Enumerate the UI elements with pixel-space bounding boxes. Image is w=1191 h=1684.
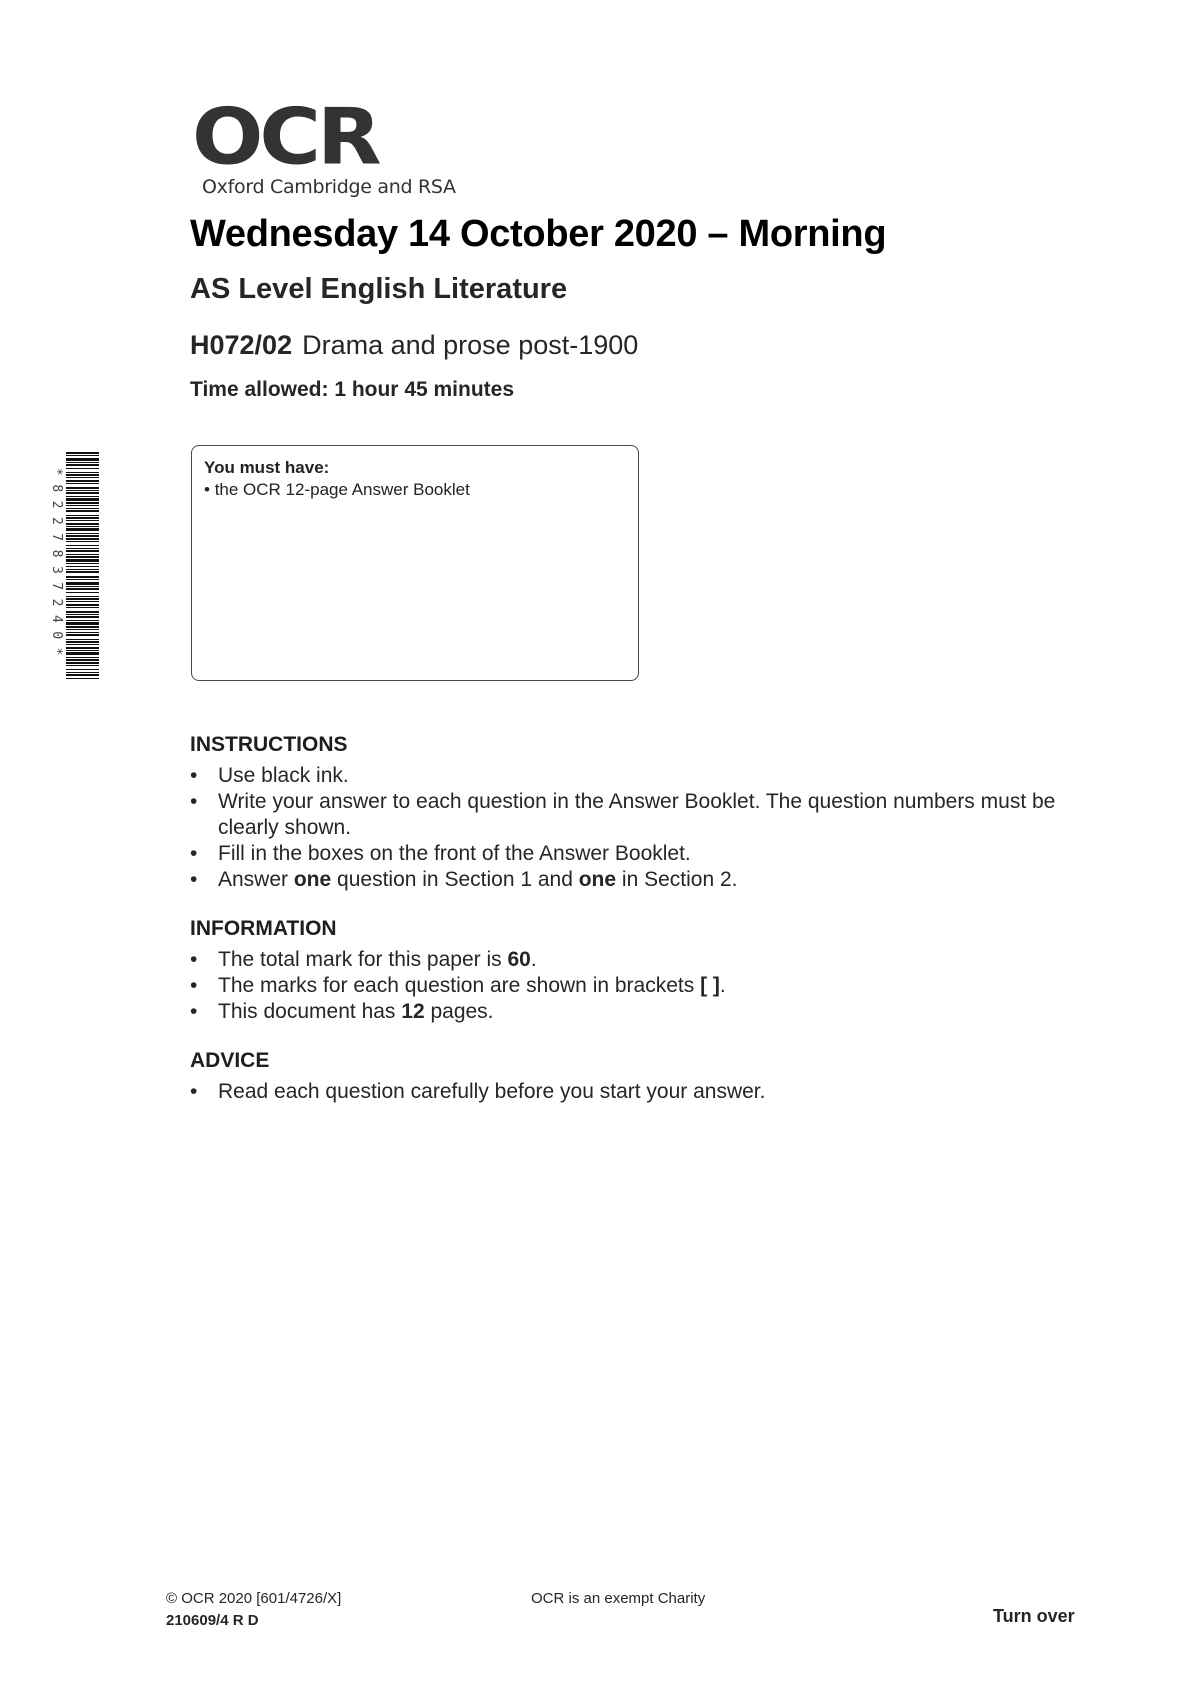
barcode-bar [66,517,99,519]
bullet: • [190,1000,198,1023]
barcode-bar [66,665,99,666]
barcode-bar [66,533,99,534]
barcode-bar [66,526,99,527]
barcode-bar [66,554,99,555]
list-item [190,763,1090,789]
list-item-text: Answer [218,868,294,891]
paper-title: Drama and prose post-1900 [302,330,639,360]
barcode-bar [66,548,99,549]
instructions-section [190,733,1090,893]
barcode-bar [66,474,99,476]
barcode-bar [66,535,99,537]
instructions-heading: INSTRUCTIONS [190,733,348,756]
barcode-bar [66,468,99,469]
barcode-bar [66,641,99,643]
barcode-bar [66,477,99,478]
footer-copyright: © OCR 2020 [601/4726/X] [166,1590,342,1607]
requirements-title: You must have: [204,458,330,477]
barcode-bar [66,545,99,546]
list-item [190,841,1090,867]
barcode [44,452,99,680]
bullet: • [190,868,198,891]
requirements-item [204,480,470,500]
list-item-text: Fill in the boxes on the front of the Answer Booklet. [218,842,691,865]
barcode-bar [66,659,99,661]
barcode-bar [66,452,99,454]
qualification-title: AS Level English Literature [190,273,568,305]
barcode-bar [66,626,99,628]
barcode-bar [66,483,99,484]
instructions-list [190,763,1090,893]
barcode-bar [66,498,99,501]
emphasis-text: [ ] [700,974,720,997]
requirements-item-text: the OCR 12-page Answer Booklet [214,480,470,499]
emphasis-text: one [578,868,617,891]
barcode-bar [66,592,99,593]
bullet: • [190,842,198,865]
bullet: • [190,1080,198,1103]
barcode-bar [66,550,99,552]
information-heading: INFORMATION [190,917,337,940]
bullet: • [190,764,198,787]
barcode-bar [66,569,99,570]
barcode-bar [66,502,99,504]
barcode-bar [66,472,99,473]
bullet: • [204,480,210,499]
list-item-text: . [530,948,537,971]
barcode-bar [66,496,99,497]
list-item-text: The marks for each question are shown in brackets [218,974,701,997]
bullet: • [190,974,198,997]
list-item [190,867,1090,893]
paper-code: H072/02 [190,330,293,360]
list-item-text: This document has [218,1000,402,1023]
barcode-bar [66,601,99,602]
advice-list [190,1079,1090,1105]
barcode-bar [66,455,99,456]
barcode-bar [66,652,99,655]
turn-over-label: Turn over [993,1606,1075,1626]
barcode-bar [66,528,99,531]
list-item [190,789,1090,841]
barcode-bar [66,647,99,649]
information-section [190,917,1090,1025]
barcode-number: *8227837240* [49,468,64,664]
barcode-bar [66,579,99,580]
barcode-bar [66,571,99,573]
barcode-bar [66,614,99,615]
bullet: • [190,790,198,813]
barcode-bar [66,604,99,606]
barcode-bar [66,629,99,630]
time-allowed: Time allowed: 1 hour 45 minutes [190,378,515,401]
barcode-bar [66,505,99,506]
list-item [190,947,1090,973]
barcode-bar [66,620,99,621]
emphasis-text: one [293,868,332,891]
barcode-bar [66,510,99,512]
requirements-box [191,445,639,681]
barcode-bar [66,657,99,658]
barcode-bar [66,678,99,679]
barcode-bar [66,508,99,509]
barcode-bar [66,492,99,494]
barcode-bar [66,672,99,673]
list-item [190,999,1090,1025]
barcode-bar [66,538,99,540]
list-item [190,973,1090,999]
barcode-bar [66,520,99,521]
bullet: • [190,948,198,971]
list-item [190,1079,1090,1105]
barcode-bar [66,644,99,645]
barcode-bar [66,523,99,525]
barcode-bar [66,487,99,489]
logo-wordmark: OCR [192,91,378,182]
barcode-bar [66,490,99,491]
information-list [190,947,1090,1025]
barcode-bar [66,598,99,600]
list-item-text: Write your answer to each question in the Answer Booklet. The question numbers must be clearly shown. [218,790,1056,839]
barcode-bar [66,582,99,585]
barcode-bar [66,559,99,562]
barcode-bar [66,480,99,482]
barcode-bar [66,607,99,608]
barcode-bar [66,669,99,670]
barcode-bar [66,588,99,590]
barcode-bar [66,464,99,466]
barcode-bar [66,586,99,587]
barcode-bar [66,576,99,578]
barcode-bar [66,634,99,636]
list-item-text: pages. [424,1000,494,1023]
barcode-bar [66,541,99,542]
barcode-bar [66,639,99,640]
barcode-bar [66,632,99,633]
barcode-bar [66,622,99,625]
barcode-bar [66,556,99,558]
list-item-text: . [719,974,726,997]
barcode-bar [66,650,99,651]
barcode-bar [66,611,99,613]
footer-charity: OCR is an exempt Charity [531,1590,706,1607]
ocr-logo [192,91,456,208]
exam-date-title: Wednesday 14 October 2020 – Morning [190,213,887,255]
barcode-bar [66,616,99,618]
barcode-bar [66,566,99,567]
list-item-text: question in Section 1 and [331,868,579,891]
list-item-text: Read each question carefully before you start your answer. [218,1080,766,1103]
barcode-bar [66,596,99,597]
barcode-bar [66,515,99,516]
barcode-bar [66,563,99,564]
list-item-text: in Section 2. [616,868,738,891]
barcode-bar [66,458,99,461]
barcode-bar [66,662,99,664]
advice-heading: ADVICE [190,1049,270,1072]
barcode-bar [66,674,99,676]
logo-tagline: Oxford Cambridge and RSA [202,176,456,198]
advice-section [190,1049,1090,1105]
emphasis-text: 60 [507,948,531,971]
paper-line [190,330,638,361]
barcode-bar [66,462,99,463]
emphasis-text: 12 [401,1000,425,1023]
barcode-bars [66,452,99,680]
list-item-text: The total mark for this paper is [218,948,508,971]
footer-reference: 210609/4 R D [166,1612,259,1629]
list-item-text: Use black ink. [218,764,349,787]
